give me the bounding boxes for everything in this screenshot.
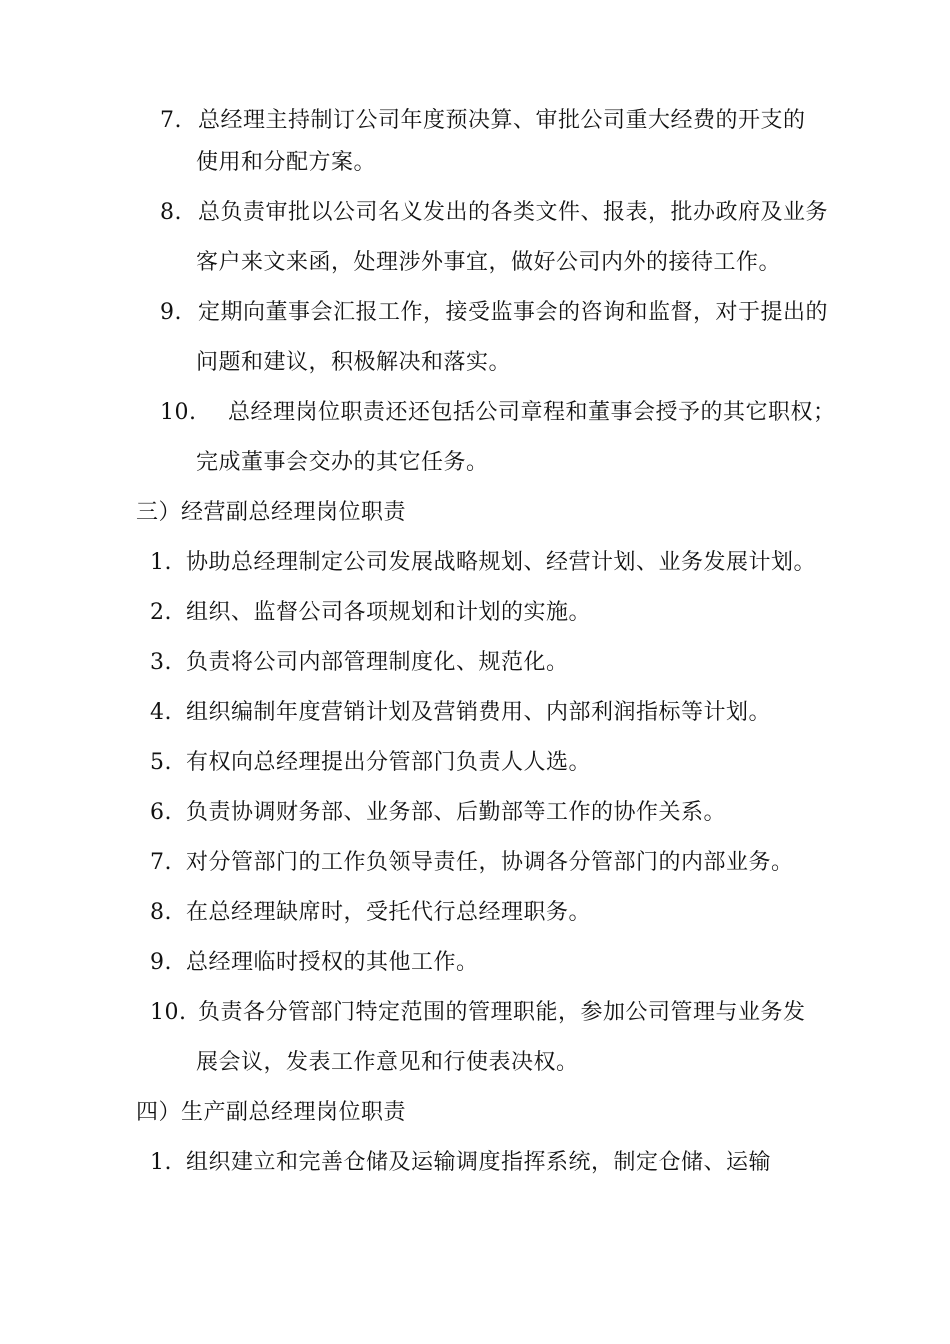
list-item bbox=[150, 948, 479, 978]
list-text: 总经理主持制订公司年度预决算、审批公司重大经费的开支的 bbox=[198, 108, 806, 133]
list-item bbox=[150, 998, 806, 1028]
list-item bbox=[160, 398, 836, 428]
list-item bbox=[150, 598, 591, 628]
section-heading: 三）经营副总经理岗位职责 bbox=[136, 500, 407, 525]
list-text: 负责协调财务部、业务部、后勤部等工作的协作关系。 bbox=[186, 800, 727, 825]
list-item-continuation: 完成董事会交办的其它任务。 bbox=[196, 450, 489, 475]
list-number: 7. bbox=[150, 850, 172, 875]
list-text: 组织编制年度营销计划及营销费用、内部利润指标等计划。 bbox=[186, 700, 772, 725]
list-text: 有权向总经理提出分管部门负责人人选。 bbox=[186, 750, 592, 775]
list-item bbox=[160, 298, 828, 328]
list-text: 总经理临时授权的其他工作。 bbox=[186, 950, 479, 975]
list-item-continuation: 问题和建议，积极解决和落实。 bbox=[196, 350, 512, 375]
list-item bbox=[150, 898, 591, 928]
list-number: 9. bbox=[150, 950, 172, 975]
list-number: 10. bbox=[150, 1000, 187, 1025]
list-number: 8. bbox=[160, 200, 182, 225]
list-number: 5. bbox=[150, 750, 172, 775]
list-number: 9. bbox=[160, 300, 182, 325]
list-text: 总负责审批以公司名义发出的各类文件、报表，批办政府及业务 bbox=[198, 200, 829, 225]
list-item bbox=[150, 548, 816, 578]
list-text: 总经理岗位职责还还包括公司章程和董事会授予的其它职权； bbox=[228, 400, 836, 425]
list-number: 6. bbox=[150, 800, 172, 825]
list-item bbox=[160, 198, 828, 228]
list-item-continuation: 使用和分配方案。 bbox=[196, 150, 377, 175]
list-text: 负责将公司内部管理制度化、规范化。 bbox=[186, 650, 569, 675]
list-item bbox=[150, 798, 726, 828]
list-number: 4. bbox=[150, 700, 172, 725]
list-number: 10. bbox=[160, 400, 197, 425]
list-number: 1. bbox=[150, 1150, 172, 1175]
list-item bbox=[160, 106, 806, 136]
list-text: 组织、监督公司各项规划和计划的实施。 bbox=[186, 600, 592, 625]
list-number: 1. bbox=[150, 550, 172, 575]
list-text: 定期向董事会汇报工作，接受监事会的咨询和监督，对于提出的 bbox=[198, 300, 829, 325]
list-item bbox=[150, 648, 569, 678]
list-number: 2. bbox=[150, 600, 172, 625]
list-item bbox=[150, 848, 794, 878]
list-item bbox=[150, 698, 771, 728]
list-number: 3. bbox=[150, 650, 172, 675]
list-item-continuation: 展会议，发表工作意见和行使表决权。 bbox=[196, 1050, 579, 1075]
list-text: 在总经理缺席时，受托代行总经理职务。 bbox=[186, 900, 592, 925]
list-text: 组织建立和完善仓储及运输调度指挥系统，制定仓储、运输 bbox=[186, 1150, 772, 1175]
section-heading: 四）生产副总经理岗位职责 bbox=[136, 1100, 407, 1125]
list-text: 对分管部门的工作负领导责任，协调各分管部门的内部业务。 bbox=[186, 850, 794, 875]
list-item-continuation: 客户来文来函，处理涉外事宜，做好公司内外的接待工作。 bbox=[196, 250, 782, 275]
list-number: 7. bbox=[160, 108, 182, 133]
list-item bbox=[150, 1148, 771, 1178]
list-text: 协助总经理制定公司发展战略规划、经营计划、业务发展计划。 bbox=[186, 550, 817, 575]
list-item bbox=[150, 748, 591, 778]
list-number: 8. bbox=[150, 900, 172, 925]
list-text: 负责各分管部门特定范围的管理职能，参加公司管理与业务发 bbox=[198, 1000, 806, 1025]
